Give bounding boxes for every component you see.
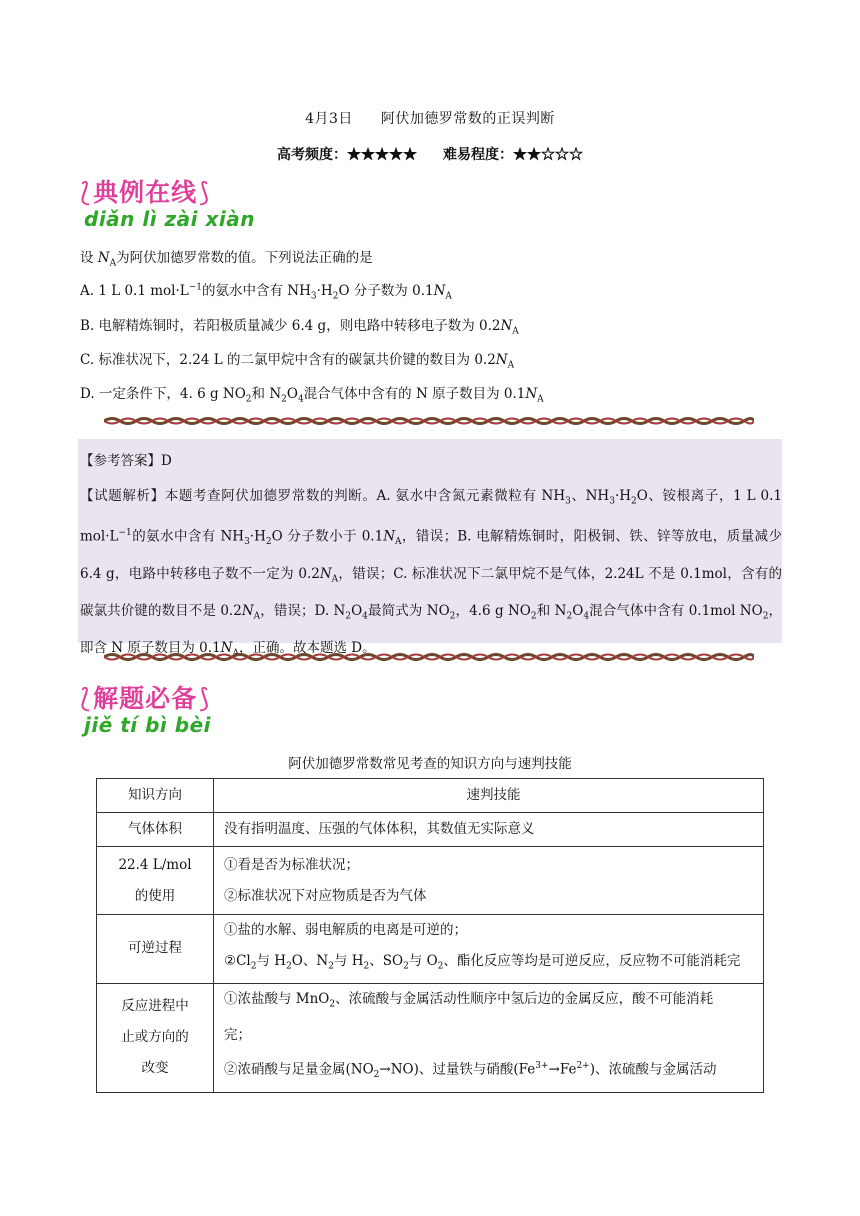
table-cell: 22.4 L/mol 的使用: [97, 847, 214, 915]
table-header-cell: 知识方向: [97, 779, 214, 813]
section-logo-example: [78, 178, 255, 230]
frequency-label: 高考频度：: [277, 147, 347, 163]
table-cell: 气体体积: [97, 813, 214, 847]
vine-ornament-icon: ⟆: [199, 178, 211, 208]
answer-label: 【参考答案】D: [80, 453, 172, 469]
option-b: B. 电解精炼铜时，若阳极质量减少 6.4 g，则电路中转移电子数为 $0.2N_A$: [80, 318, 519, 337]
section-pinyin: jiě tí bì bèi: [84, 713, 211, 737]
decorative-divider: [104, 652, 754, 662]
table-cell: ①看是否为标准状况； ②标准状况下对应物质是否为气体: [214, 847, 764, 915]
vine-ornament-icon: ⟅: [80, 684, 92, 714]
section-title: 典例在线: [93, 178, 198, 207]
difficulty-label: 难易程度：: [443, 147, 513, 163]
answer-analysis: 【试题解析】本题考查阿伏加德罗常数的判断。A. 氨水中含氮元素微粒有 $NH_3$、$NH_3\cdot H_2O$、铵根离子，1 L 0.1 $mol\cdot L^{-1}$的氨水中含有 $NH_3\cdot H_2O$ 分子数小于 $0.1N_A$，错误；B. 电解精炼铜时，阳极铜、铁、锌等放电，质量减少 6.4 g，电路中转移电子数不一定为 $0.2N_A$，错误；C. 标准状况下二氯甲烷不是气体，2.24L 不是 0.1mol，含有的碳氯共价键的数目不是 $0.2N_A$，错误；D. $N_2O_4$最简式为 $NO_2$，4.6 g $NO_2$和 $N_2O_4$混合气体中含有 0.1mol $NO_2$，即含 N 原子数目为 $0.1N_A$，正确。故本题选 D。: [80, 488, 783, 659]
page-title: [0, 108, 860, 128]
table-row: [97, 983, 764, 1092]
difficulty-stars: ★★☆☆☆: [513, 147, 583, 163]
table-row: [97, 915, 764, 984]
table-header-cell: 速判技能: [214, 779, 764, 813]
option-d: D. 一定条件下，4. 6 g $NO_2$和 $N_2O_4$混合气体中含有的 N 原子数目为 $0.1N_A$: [80, 386, 544, 405]
section-pinyin: diǎn lì zài xiàn: [84, 207, 255, 231]
table-cell: ①浓盐酸与 MnO$_2$、浓硫酸与金属活动性顺序中氢后边的金属反应，酸不可能消耗 完； ②浓硝酸与足量金属$(NO_2\to NO)$、过量铁与硝酸$(Fe^{3+}\to Fe^{2+})$、浓硫酸与金属活动: [214, 983, 764, 1092]
table-cell: 可逆过程: [97, 915, 214, 984]
table-cell: ①盐的水解、弱电解质的电离是可逆的； $②Cl_2$与 $H_2O$、$N_2$与 $H_2$、$SO_2$与 $O_2$、酯化反应等均是可逆反应，反应物不可能消耗完: [214, 915, 764, 984]
vine-ornament-icon: ⟅: [80, 178, 92, 208]
table-title: 阿伏加德罗常数常见考查的知识方向与速判技能: [288, 756, 572, 772]
title-text: 阿伏加德罗常数的正误判断: [380, 111, 555, 127]
frequency-stars: ★★★★★: [347, 147, 417, 163]
table-row: [97, 813, 764, 847]
table-row: [97, 847, 764, 915]
knowledge-table: [96, 778, 764, 1093]
option-c: C. 标准状况下，2.24 L 的二氯甲烷中含有的碳氯共价键的数目为 $0.2N_A$: [80, 352, 515, 371]
vine-ornament-icon: ⟆: [199, 684, 211, 714]
option-a: A. 1 L 0.1 $mol\cdot L^{-1}$的氨水中含有 $NH_3\cdot H_2O$ 分子数为 $0.1N_A$: [80, 282, 452, 302]
title-date: 4月3日: [305, 111, 353, 127]
table-cell: 没有指明温度、压强的气体体积，其数值无实际意义: [214, 813, 764, 847]
answer-panel: [78, 439, 783, 659]
section-title: 解题必备: [93, 684, 198, 713]
decorative-divider: [104, 416, 754, 426]
table-cell: 反应进程中 止或方向的 改变: [97, 983, 214, 1092]
section-logo-essentials: [78, 684, 212, 736]
question-stem: 设 $N_A$为阿伏加德罗常数的值。下列说法正确的是: [80, 250, 373, 269]
table-header-row: [97, 779, 764, 813]
difficulty-line: [0, 144, 860, 164]
